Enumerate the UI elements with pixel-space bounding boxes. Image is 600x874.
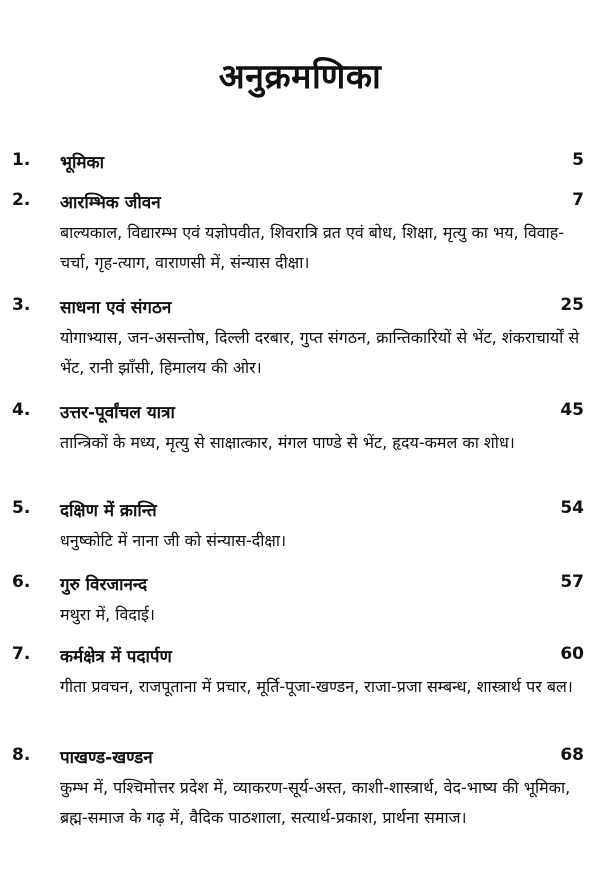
- entry-page-number: 45: [560, 400, 584, 420]
- entry-heading: साधना एवं संगठन: [60, 298, 172, 318]
- entry-heading: पाखण्ड-खण्डन: [60, 748, 153, 768]
- entry-description: बाल्यकाल, विद्यारम्भ एवं यज्ञोपवीत, शिवरात्रि व्रत एवं बोध, शिक्षा, मृत्यु का भय, विवाह-चर्चा, गृह-त्याग, वाराणसी में, संन्यास दीक्षा।: [60, 223, 565, 272]
- entry-description: योगाभ्यास, जन-असन्तोष, दिल्ली दरबार, गुप्त संगठन, क्रान्तिकारियों से भेंट, शंकराचार्यों से भेंट, रानी झाँसी, हिमालय की ओर।: [60, 328, 580, 377]
- entry-page-number: 60: [560, 644, 584, 664]
- entry-heading: उत्तर-पूर्वांचल यात्रा: [60, 403, 175, 423]
- entry-number: 4.: [12, 400, 31, 420]
- entry-description: गीता प्रवचन, राजपूताना में प्रचार, मूर्ति-पूजा-खण्डन, राजा-प्रजा सम्बन्ध, शास्त्रार्थ पर बल।: [60, 677, 573, 696]
- entry-heading: भूमिका: [60, 153, 104, 173]
- entry-page-number: 25: [560, 295, 584, 315]
- entry-description: मथुरा में, विदाई।: [60, 605, 155, 624]
- entry-number: 2.: [12, 190, 31, 210]
- entry-number: 5.: [12, 498, 31, 518]
- entry-number: 7.: [12, 644, 31, 664]
- entry-number: 3.: [12, 295, 31, 315]
- entry-number: 1.: [12, 150, 31, 170]
- entry-heading: आरम्भिक जीवन: [60, 193, 161, 213]
- entry-page-number: 5: [572, 150, 584, 170]
- entry-page-number: 54: [560, 498, 584, 518]
- entry-heading: गुरु विरजानन्द: [60, 575, 148, 595]
- entry-number: 6.: [12, 572, 31, 592]
- entry-number: 8.: [12, 745, 31, 765]
- entry-page-number: 7: [572, 190, 584, 210]
- entry-description: कुम्भ में, पश्चिमोत्तर प्रदेश में, व्याकरण-सूर्य-अस्त, काशी-शास्त्रार्थ, वेद-भाष्य की भूमिका, ब्रह्म-समाज के गढ़ में, वैदिक पाठशाला, सत्यार्थ-प्रकाश, प्रार्थना समाज।: [60, 778, 571, 827]
- page-title: अनुक्रमणिका: [218, 57, 382, 97]
- entry-page-number: 68: [560, 745, 584, 765]
- entry-heading: दक्षिण में क्रान्ति: [60, 501, 157, 521]
- entry-description: धनुष्कोटि में नाना जी को संन्यास-दीक्षा।: [60, 531, 287, 550]
- entry-description: तान्त्रिकों के मध्य, मृत्यु से साक्षात्कार, मंगल पाण्डे से भेंट, हृदय-कमल का शोध।: [60, 433, 515, 452]
- entry-heading: कर्मक्षेत्र में पदार्पण: [60, 647, 172, 667]
- entry-page-number: 57: [560, 572, 584, 592]
